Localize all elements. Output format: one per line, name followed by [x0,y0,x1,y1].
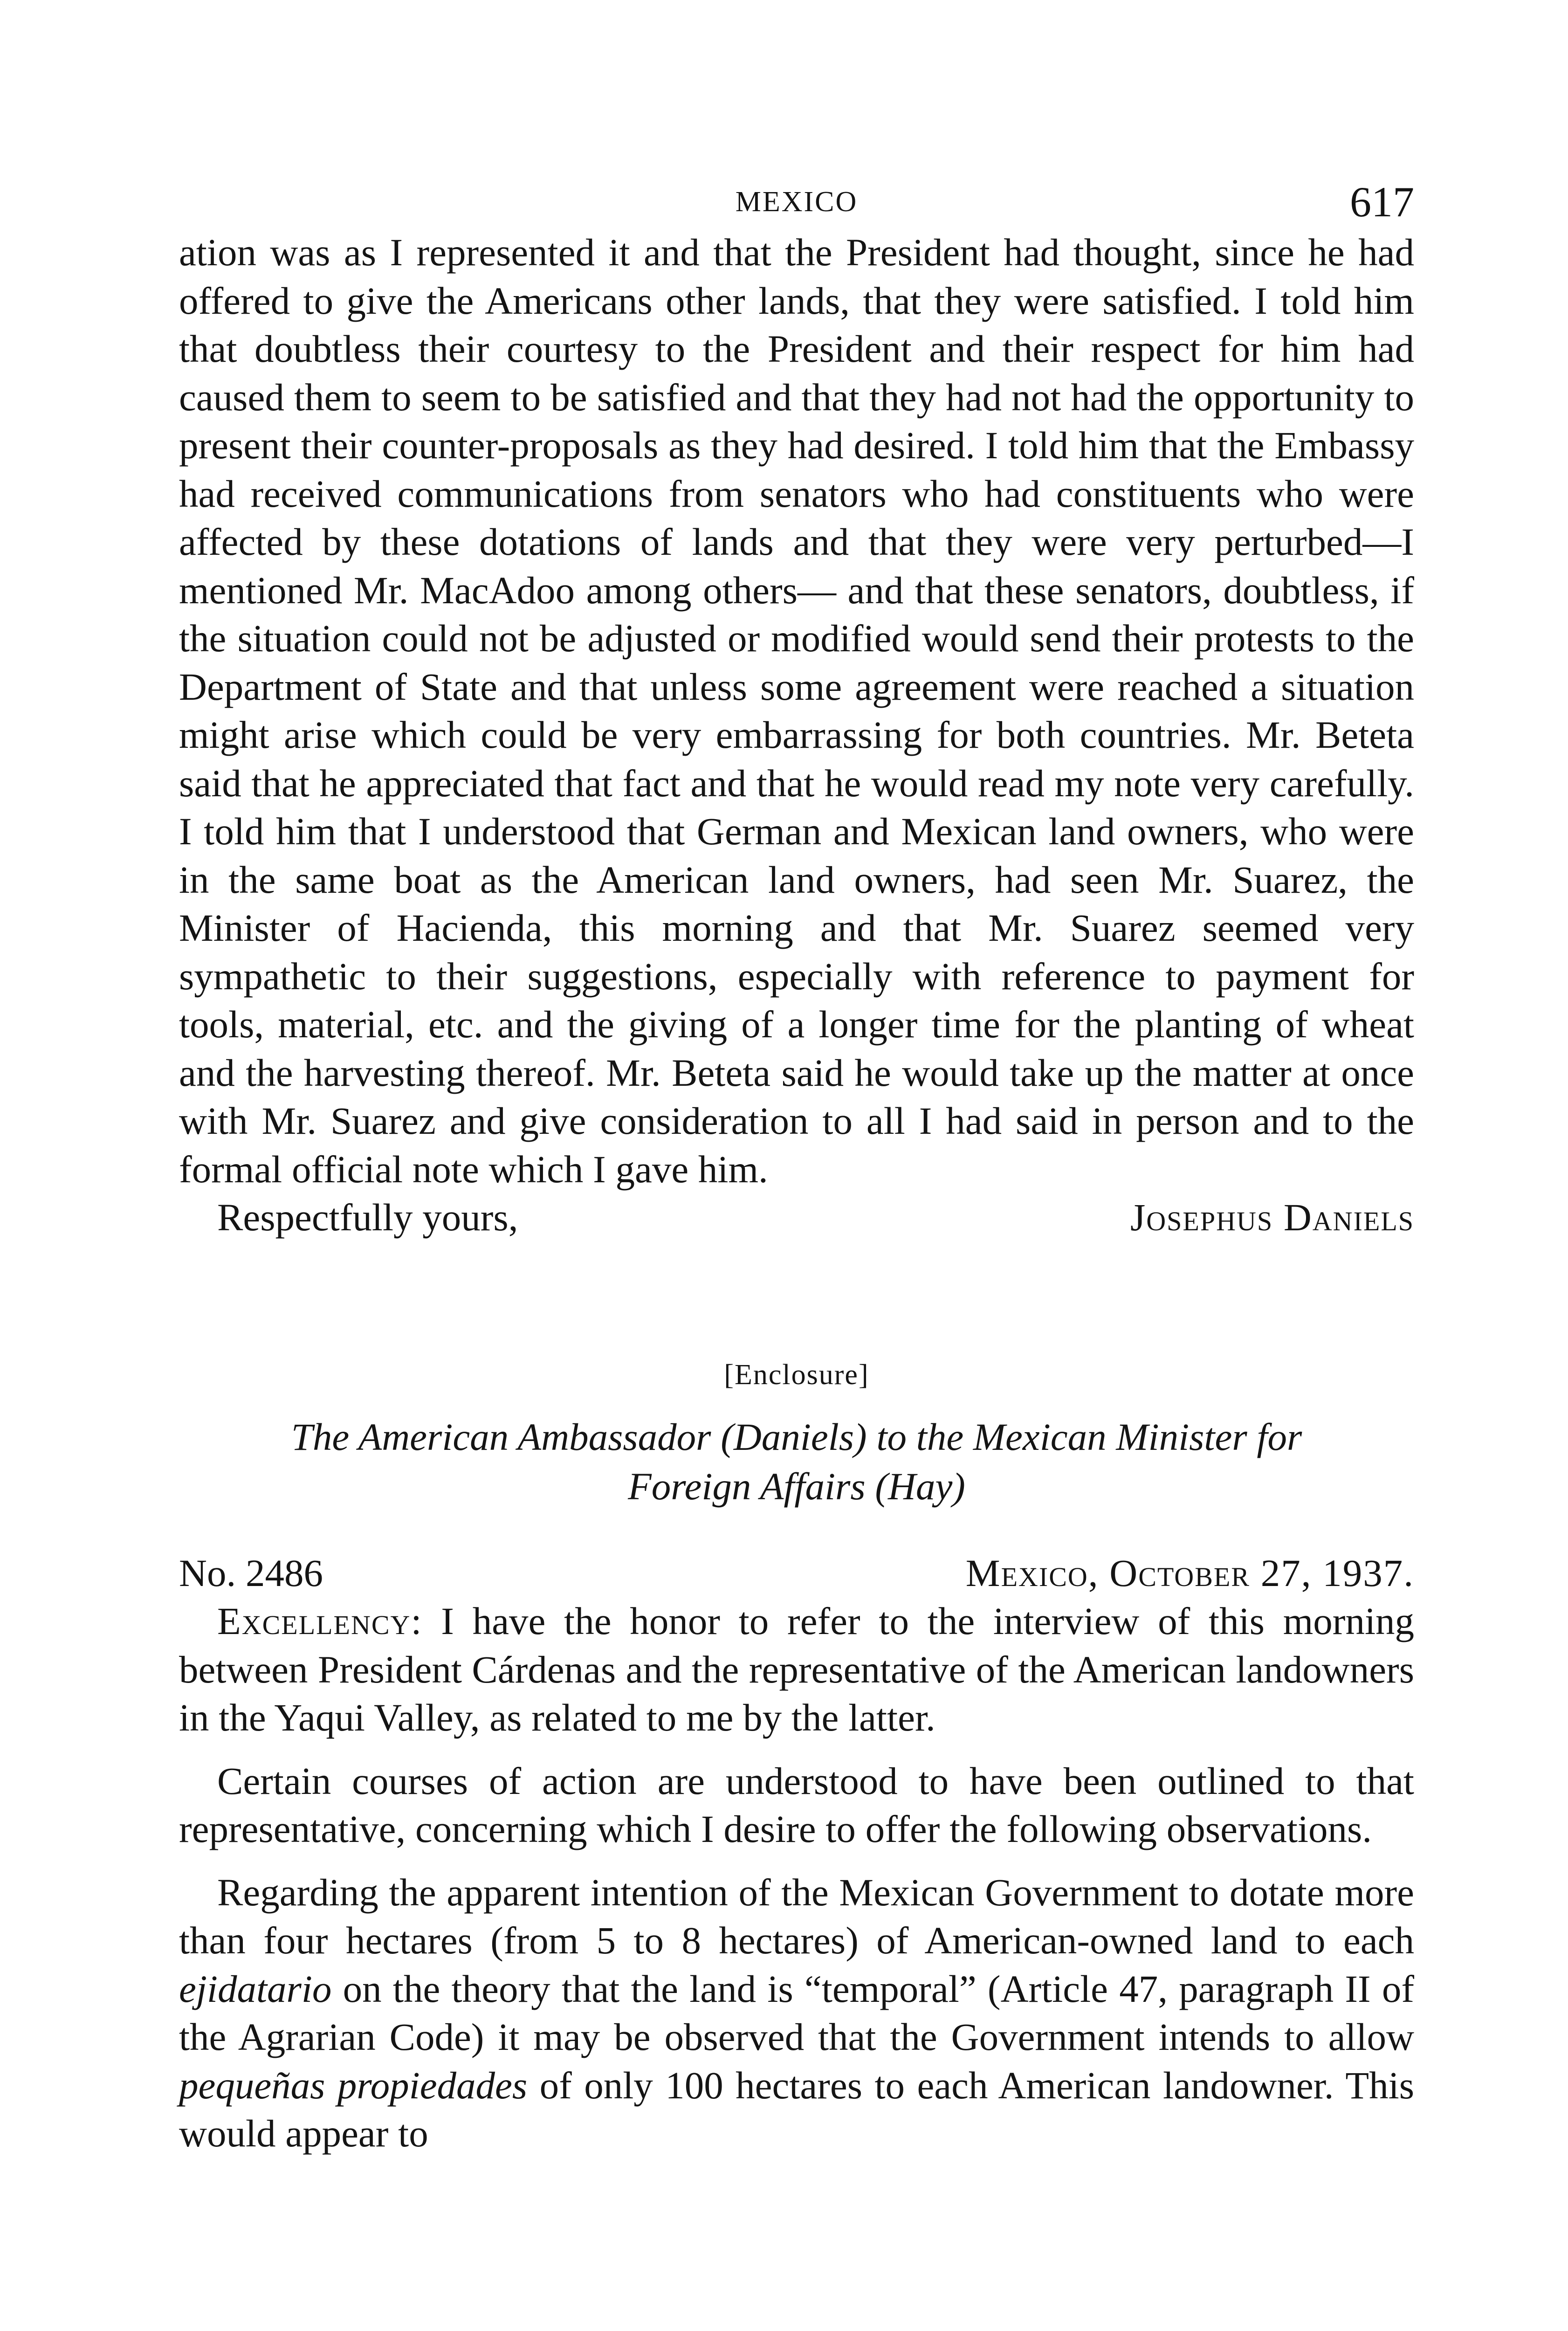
enclosure-heading [179,1412,1414,1511]
note-number: No. 2486 [179,1551,323,1594]
dateline-text: Mexico, October 27, 1937. [965,1551,1414,1594]
enclosure-paragraph-1 [179,1597,1414,1742]
enclosure-heading-line-2: Foreign Affairs (Hay) [628,1464,965,1508]
term-ejidatario: ejidatario [179,1967,332,2010]
closing-line [179,1193,1414,1242]
document-page [179,177,1414,2158]
enclosure-paragraph-1-text: I have the honor to refer to the interview of this morning between President Cárdenas and the representative of the American landowners in the Yaqui Valley, as related to me by the latter. [179,1600,1414,1739]
term-pequenas-propiedades: pequeñas propiedades [179,2063,528,2107]
dateline [966,1549,1414,1598]
page-number: 617 [1350,178,1414,226]
enclosure-paragraph-3-b: on the theory that the land is “temporal” (Article 47, paragraph II of the Agrarian Code) it may be observed that the Government intends to allow [179,1967,1414,2058]
enclosure-paragraph-2: Certain courses of action are understood to have been outlined to that representative, concerning which I desire to offer the following observations. [179,1759,1414,1850]
running-head [179,177,1414,228]
letter-paragraph: ation was as I represented it and that the President had thought, since he had offered to give the Americans other lands, that they were satisfied. I told him that doubtless their courtesy to the President and their respect for him had caused them to seem to be satisfied and that they had not had the opportunity to present their counter-proposals as they had desired. I told him that the Embassy had received communications from senators who had constituents who were affected by these dotations of lands and that they were very perturbed—I mentioned Mr. MacAdoo among others— and that these senators, doubtless, if the situation could not be adjusted or modified would send their protests to the Department of State and that unless some agreement were reached a situation might arise which could be very embarrassing for both countries. Mr. Beteta said that he appreciated that fact and that he would read my note very carefully. I told him that I understood that German and Mexican land owners, who were in the same boat as the American land owners, had seen Mr. Suarez, the Minister of Hacienda, this morning and that Mr. Suarez seemed very sympathetic to their suggestions, especially with reference to payment for tools, material, etc. and the giving of a longer time for the planting of wheat and the harvesting thereof. Mr. Beteta said he would take up the matter at once with Mr. Suarez and give consideration to all I had said in person and to the formal official note which I gave him. [179,231,1414,1191]
enclosure-paragraph-3-c: of only 100 hectares to each American landowner. This would appear to [179,2063,1414,2155]
enclosure-paragraph-3-a: Regarding the apparent intention of the Mexican Government to dotate more than four hectares (from 5 to 8 hectares) of American-owned land to each [179,1870,1414,1962]
enclosure-paragraph-3 [179,1869,1414,2158]
signature: Josephus Daniels [1130,1196,1414,1239]
closing: Respectfully yours, [217,1196,518,1239]
running-title: MEXICO [735,186,858,218]
salutation: Excellency: [217,1600,423,1642]
enclosure-heading-line-1: The American Ambassador (Daniels) to the Mexican Minister for [291,1415,1302,1458]
enclosure-label: [Enclosure] [724,1359,869,1391]
dateline-row [179,1549,1414,1598]
